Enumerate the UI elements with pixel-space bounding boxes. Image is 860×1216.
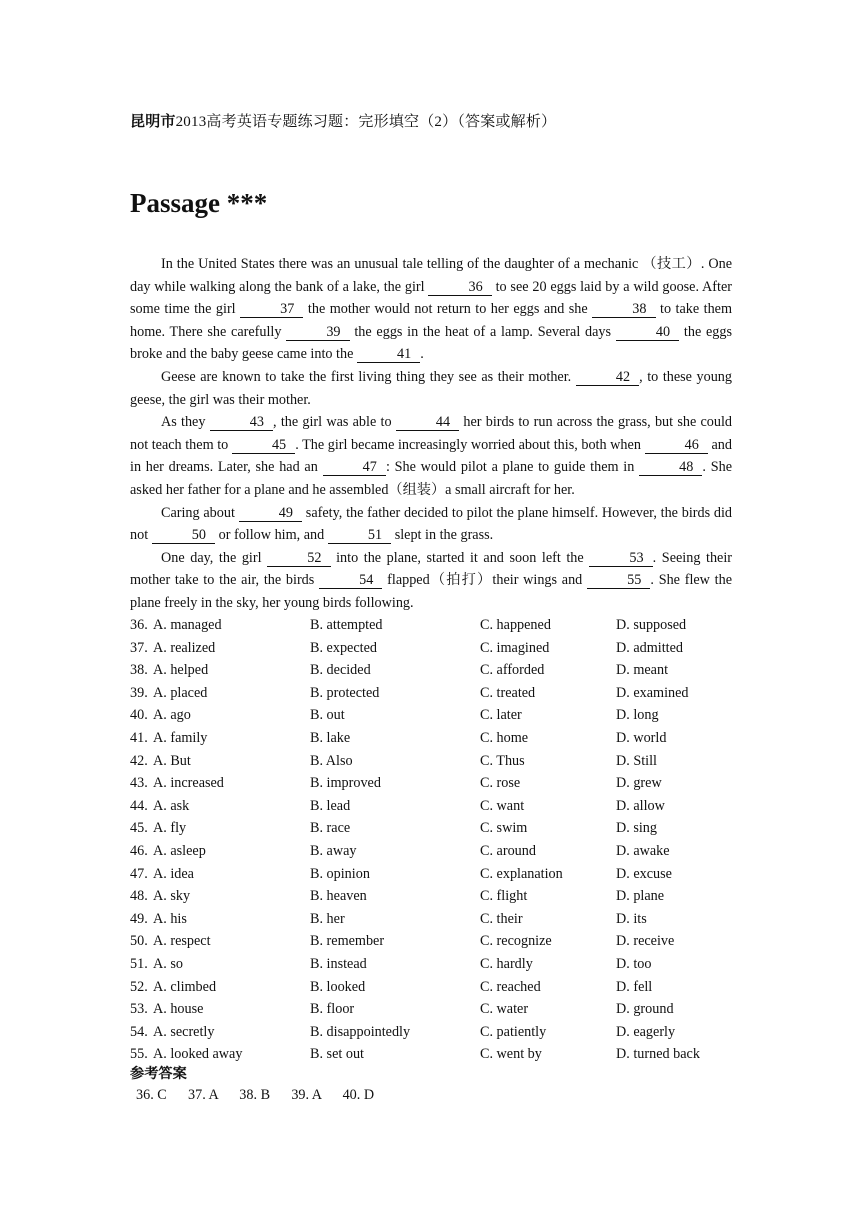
option-a: A. placed — [153, 684, 208, 701]
option-a: A. fly — [153, 820, 187, 837]
question-row — [130, 682, 750, 705]
option-c: C. want — [480, 797, 525, 814]
question-row — [130, 998, 750, 1021]
passage-text: and in her dreams. Later, she had an — [130, 436, 732, 476]
option-a: A. idea — [153, 865, 194, 882]
option-b: B. lead — [310, 797, 351, 814]
option-a: A. his — [153, 910, 187, 927]
option-d: D. too — [616, 955, 652, 972]
option-c: C. water — [480, 1001, 529, 1018]
question-row — [130, 930, 750, 953]
option-d: D. plane — [616, 888, 665, 905]
option-a: A. secretly — [153, 1023, 215, 1040]
passage-text: . The girl became increasingly worried about this, both when — [295, 436, 645, 453]
question-row — [130, 795, 750, 818]
question-row — [130, 885, 750, 908]
question-number: 43. — [130, 775, 148, 792]
option-d: D. allow — [616, 797, 665, 814]
answer-item: 37. A — [188, 1087, 218, 1103]
option-c: C. patiently — [480, 1023, 547, 1040]
passage-text: . She flew the plane freely in the sky, her young birds following. — [130, 572, 733, 611]
question-row — [130, 727, 750, 750]
option-b: B. opinion — [310, 865, 370, 882]
option-d: D. admitted — [616, 639, 683, 656]
blank-36: 36 — [428, 280, 491, 296]
question-number: 47. — [130, 865, 148, 882]
option-d: D. meant — [616, 662, 669, 679]
option-b: B. Also — [310, 752, 353, 769]
question-number: 46. — [130, 842, 148, 859]
option-d: D. receive — [616, 933, 675, 950]
question-row — [130, 704, 750, 727]
question-row — [130, 1021, 750, 1044]
option-d: D. world — [616, 729, 667, 746]
option-c: C. flight — [480, 888, 528, 905]
option-c: C. Thus — [480, 752, 525, 769]
passage-text: , the girl was able to — [273, 414, 396, 431]
option-c: C. went by — [480, 1046, 542, 1063]
question-number: 49. — [130, 910, 148, 927]
passage-text: Caring about — [161, 504, 239, 521]
option-c: C. happened — [480, 617, 551, 633]
option-c: C. afforded — [480, 662, 545, 679]
option-a: A. looked away — [153, 1046, 243, 1063]
option-a: A. respect — [153, 933, 211, 950]
option-a: A. asleep — [153, 842, 206, 859]
blank-44: 44 — [396, 415, 459, 431]
answer-key-label: 参考答案 — [130, 1066, 187, 1082]
question-options — [130, 614, 750, 1066]
passage-text: : She would pilot a plane to guide them in — [385, 459, 640, 476]
question-number: 48. — [130, 888, 148, 905]
title-text: 高考英语专题练习题：完形填空（2）（答案或解析） — [206, 114, 557, 130]
option-a: A. house — [153, 1001, 204, 1018]
option-d: D. turned back — [616, 1046, 700, 1063]
blank-43: 43 — [210, 415, 273, 431]
question-row — [130, 863, 750, 886]
option-c: C. reached — [480, 978, 541, 995]
option-a: A. ago — [153, 707, 191, 724]
question-row — [130, 637, 750, 660]
option-a: A. climbed — [153, 978, 217, 995]
option-b: B. decided — [310, 662, 371, 679]
option-d: D. awake — [616, 842, 670, 859]
option-b: B. lake — [310, 729, 351, 746]
passage-paragraph — [130, 411, 732, 501]
question-number: 54. — [130, 1023, 148, 1040]
option-c: C. their — [480, 910, 523, 927]
passage-paragraph — [130, 547, 732, 615]
question-number: 50. — [130, 933, 148, 950]
option-c: C. swim — [480, 820, 528, 837]
blank-46: 46 — [645, 438, 708, 454]
question-row — [130, 976, 750, 999]
passage-text: or follow him, and — [215, 527, 328, 544]
option-d: D. sing — [616, 820, 657, 837]
passage-text: In the United States there was an unusual tale telling of the daughter of a mechanic （技工）. One day while walking along the bank of a lake, the girl — [130, 256, 732, 295]
option-a: A. managed — [153, 617, 222, 633]
question-row — [130, 750, 750, 773]
option-c: C. imagined — [480, 639, 550, 656]
passage-text: into the plane, started it and soon left the — [330, 549, 590, 566]
option-b: B. attempted — [310, 617, 383, 633]
option-c: C. home — [480, 729, 529, 746]
blank-40: 40 — [616, 325, 679, 341]
option-b: B. protected — [310, 684, 380, 701]
passage-text: One day, the girl — [161, 549, 268, 566]
option-d: D. Still — [616, 752, 657, 769]
question-row — [130, 817, 750, 840]
option-d: D. examined — [616, 684, 689, 701]
passage-text: her birds to run across the grass, but she could not teach them to — [130, 414, 733, 453]
option-d: D. ground — [616, 1001, 674, 1018]
passage-text: the eggs in the heat of a lamp. Several days — [349, 323, 616, 340]
option-d: D. excuse — [616, 865, 672, 882]
option-b: B. heaven — [310, 888, 367, 905]
question-row — [130, 908, 750, 931]
option-c: C. around — [480, 842, 536, 859]
option-b: B. looked — [310, 978, 366, 995]
option-a: A. family — [153, 729, 208, 746]
passage-text: As they — [161, 414, 210, 431]
blank-52: 52 — [267, 551, 330, 567]
passage-text: slept in the grass. — [391, 527, 494, 544]
option-c: C. hardly — [480, 955, 533, 972]
question-number: 41. — [130, 729, 148, 746]
option-d: D. long — [616, 707, 659, 724]
question-number: 38. — [130, 662, 148, 679]
option-c: C. recognize — [480, 933, 552, 950]
question-number: 42. — [130, 752, 148, 769]
passage-text: . She asked her father for a plane and he assembled（组装）a small aircraft for her. — [130, 459, 732, 498]
passage-body — [130, 253, 732, 615]
option-c: C. explanation — [480, 865, 563, 882]
blank-49: 49 — [239, 506, 302, 522]
option-b: B. improved — [310, 775, 381, 792]
question-number: 37. — [130, 639, 148, 656]
blank-38: 38 — [592, 302, 655, 318]
passage-text: the mother would not return to her eggs and she — [303, 301, 593, 318]
answer-item: 38. B — [239, 1087, 271, 1103]
blank-51: 51 — [328, 528, 391, 544]
title-year: 2013 — [175, 114, 207, 130]
option-c: C. rose — [480, 775, 521, 792]
question-row — [130, 614, 750, 637]
answer-key — [136, 1087, 374, 1104]
question-number: 53. — [130, 1001, 148, 1018]
passage-text: to take them home. There she carefully — [130, 301, 732, 340]
passage-text: safety, the father decided to pilot the plane himself. However, the birds did not — [130, 504, 733, 544]
question-row — [130, 840, 750, 863]
blank-54: 54 — [319, 573, 382, 589]
question-number: 36. — [130, 617, 148, 633]
question-number: 44. — [130, 797, 148, 814]
option-b: B. set out — [310, 1046, 364, 1063]
blank-42: 42 — [576, 370, 639, 386]
option-b: B. her — [310, 910, 345, 927]
question-row — [130, 772, 750, 795]
passage-text: to see 20 eggs laid by a wild goose. After some time the girl — [130, 278, 732, 318]
option-d: D. supposed — [616, 617, 687, 633]
document-title — [130, 110, 556, 131]
blank-47: 47 — [323, 460, 386, 476]
option-b: B. away — [310, 842, 357, 859]
option-b: B. expected — [310, 639, 377, 656]
question-number: 55. — [130, 1046, 148, 1063]
passage-paragraph — [130, 502, 732, 547]
option-d: D. eagerly — [616, 1023, 676, 1040]
option-b: B. race — [310, 820, 351, 837]
option-a: A. increased — [153, 775, 224, 792]
question-number: 39. — [130, 684, 148, 701]
blank-39: 39 — [286, 325, 349, 341]
option-a: A. helped — [153, 662, 209, 679]
option-a: A. ask — [153, 797, 190, 814]
option-a: A. so — [153, 955, 183, 972]
option-d: D. its — [616, 910, 647, 927]
option-b: B. floor — [310, 1001, 355, 1018]
option-a: A. sky — [153, 888, 191, 905]
passage-text: . — [420, 346, 424, 363]
answer-item: 36. C — [136, 1087, 167, 1103]
question-number: 45. — [130, 820, 148, 837]
option-d: D. grew — [616, 775, 662, 792]
passage-text: flapped（拍打）their wings and — [382, 572, 588, 589]
blank-48: 48 — [639, 460, 702, 476]
passage-text: Geese are known to take the first living thing they see as their mother. — [161, 368, 576, 385]
answer-item: 40. D — [342, 1087, 375, 1103]
option-c: C. later — [480, 707, 522, 724]
blank-37: 37 — [240, 302, 303, 318]
option-c: C. treated — [480, 684, 536, 701]
passage-heading: Passage *** — [130, 188, 268, 218]
passage-text: the eggs broke and the baby geese came into the — [130, 323, 732, 363]
blank-53: 53 — [589, 551, 652, 567]
option-b: B. remember — [310, 933, 385, 950]
option-d: D. fell — [616, 978, 653, 995]
passage-paragraph — [130, 253, 732, 366]
blank-41: 41 — [357, 347, 420, 363]
passage-text: . Seeing their mother take to the air, the birds — [130, 549, 733, 589]
option-b: B. instead — [310, 955, 367, 972]
question-number: 52. — [130, 978, 148, 995]
option-a: A. realized — [153, 639, 216, 656]
option-b: B. disappointedly — [310, 1023, 411, 1040]
blank-50: 50 — [152, 528, 215, 544]
passage-paragraph — [130, 366, 732, 411]
answer-item: 39. A — [291, 1087, 322, 1103]
blank-55: 55 — [587, 573, 650, 589]
option-a: A. But — [153, 752, 191, 769]
question-row — [130, 659, 750, 682]
question-number: 51. — [130, 955, 148, 972]
title-city: 昆明市 — [130, 114, 176, 130]
question-row — [130, 953, 750, 976]
passage-text: , to these young geese, the girl was their mother. — [130, 368, 732, 408]
question-number: 40. — [130, 707, 148, 724]
option-b: B. out — [310, 707, 345, 724]
blank-45: 45 — [232, 438, 295, 454]
question-row — [130, 1043, 750, 1066]
